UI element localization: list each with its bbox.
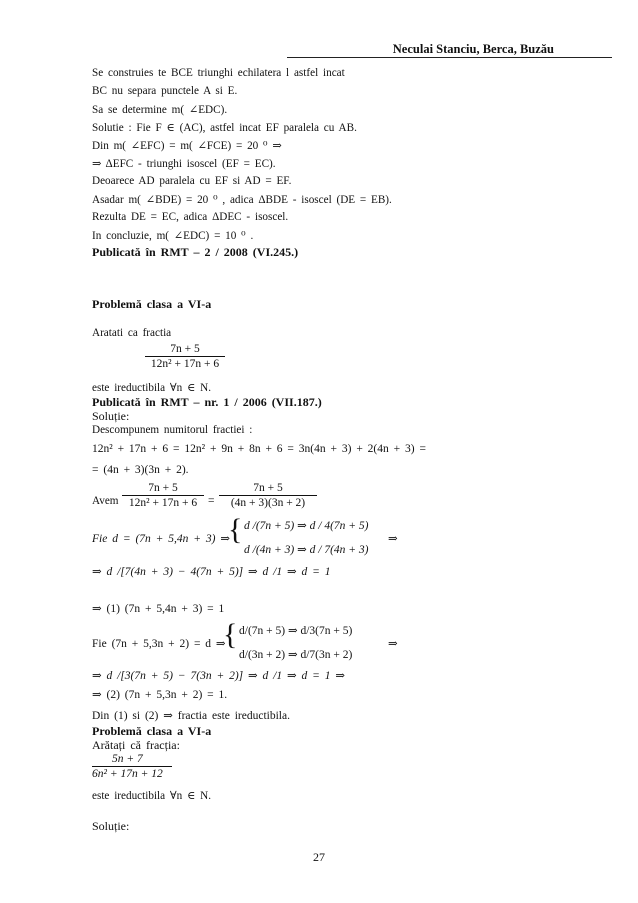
- fraction-denominator: 6n² + 17n + 12: [92, 768, 163, 780]
- problem-condition: este ireductibila ∀n ∈ N.: [92, 382, 212, 394]
- problem-condition: este ireductibila ∀n ∈ N.: [92, 790, 212, 802]
- conclusion: Din (1) si (2) ⇒ fractia este ireductibila.: [92, 710, 290, 722]
- fraction-bar: [219, 495, 317, 496]
- fraction-bar: [145, 356, 225, 357]
- system-lead: Fie (7n + 5,3n + 2) = d ⇒: [92, 638, 226, 650]
- equation: ⇒ (1) (7n + 5,4n + 3) = 1: [92, 603, 225, 615]
- solution-line: Se construies te BCE triunghi echilatera l astfel incat: [92, 67, 345, 79]
- fraction-denominator: (4n + 3)(3n + 2): [230, 497, 306, 509]
- fraction-bar: [92, 766, 172, 767]
- fraction-numerator: 7n + 5: [253, 482, 283, 494]
- publication-source: Publicată în RMT – nr. 1 / 2006 (VII.187.): [92, 395, 322, 409]
- problem-title: Problemă clasa a VI-a: [92, 297, 212, 311]
- implies-sign: ⇒: [388, 638, 398, 650]
- left-brace: {: [228, 513, 243, 546]
- problem-statement: Aratati ca fractia: [92, 327, 172, 339]
- solution-line: Asadar m( ∠BDE) = 20 ⁰ , adica ΔBDE - isoscel (DE = EB).: [92, 194, 392, 206]
- solution-line: Rezulta DE = EC, adica ΔDEC - isoscel.: [92, 211, 289, 223]
- system-lead: Fie d = (7n + 5,4n + 3) ⇒: [92, 533, 231, 545]
- header-rule: [287, 57, 612, 58]
- fraction: [92, 753, 172, 780]
- avem-label: Avem: [92, 495, 119, 507]
- fraction-bar: [122, 495, 204, 496]
- page-number: 27: [313, 850, 325, 864]
- solution-line: Din m( ∠EFC) = m( ∠FCE) = 20 ⁰ ⇒: [92, 140, 282, 152]
- problem-statement: Arătați că fracția:: [92, 738, 180, 752]
- problem-title: Problemă clasa a VI-a: [92, 724, 212, 738]
- publication-source: Publicată în RMT – 2 / 2008 (VI.245.): [92, 245, 299, 259]
- system-row: d /(4n + 3) ⇒ d / 7(4n + 3): [244, 544, 369, 556]
- system-row: d/(7n + 5) ⇒ d/3(7n + 5): [239, 625, 353, 637]
- fraction-numerator: 7n + 5: [170, 343, 200, 355]
- header-author: Neculai Stanciu, Berca, Buzău: [392, 42, 554, 56]
- system-row: d /(7n + 5) ⇒ d / 4(7n + 5): [244, 520, 369, 532]
- fraction: [219, 482, 317, 509]
- solution-intro: Descompunem numitorul fractiei :: [92, 424, 253, 436]
- equation: = (4n + 3)(3n + 2).: [92, 464, 189, 476]
- equation: 12n² + 17n + 6 = 12n² + 9n + 8n + 6 = 3n(4n + 3) + 2(4n + 3) =: [92, 443, 426, 455]
- solution-line: ⇒ ΔEFC - triunghi isoscel (EF = EC).: [92, 158, 276, 170]
- implies-sign: ⇒: [388, 533, 398, 545]
- left-brace: {: [223, 618, 238, 651]
- solution-label: Soluție:: [92, 819, 130, 833]
- solution-line: Sa se determine m( ∠EDC).: [92, 104, 228, 116]
- fraction: [145, 343, 225, 370]
- equals-sign: =: [208, 495, 215, 507]
- solution-line: In concluzie, m( ∠EDC) = 10 ⁰ .: [92, 230, 254, 242]
- fraction-numerator: 5n + 7: [112, 753, 143, 765]
- system-row: d/(3n + 2) ⇒ d/7(3n + 2): [239, 649, 353, 661]
- solution-line: BC nu separa punctele A si E.: [92, 85, 238, 97]
- equation: ⇒ d /[3(7n + 5) − 7(3n + 2)] ⇒ d /1 ⇒ d = 1 ⇒: [92, 670, 345, 682]
- equation: ⇒ (2) (7n + 5,3n + 2) = 1.: [92, 689, 228, 701]
- fraction: [122, 482, 204, 509]
- solution-label: Soluție:: [92, 409, 130, 423]
- fraction-denominator: 12n² + 17n + 6: [128, 497, 198, 509]
- fraction-numerator: 7n + 5: [148, 482, 178, 494]
- fraction-denominator: 12n² + 17n + 6: [150, 358, 220, 370]
- solution-line: Solutie : Fie F ∈ (AC), astfel incat EF paralela cu AB.: [92, 122, 357, 134]
- equation: ⇒ d /[7(4n + 3) − 4(7n + 5)] ⇒ d /1 ⇒ d = 1: [92, 566, 331, 578]
- solution-line: Deoarece AD paralela cu EF si AD = EF.: [92, 175, 292, 187]
